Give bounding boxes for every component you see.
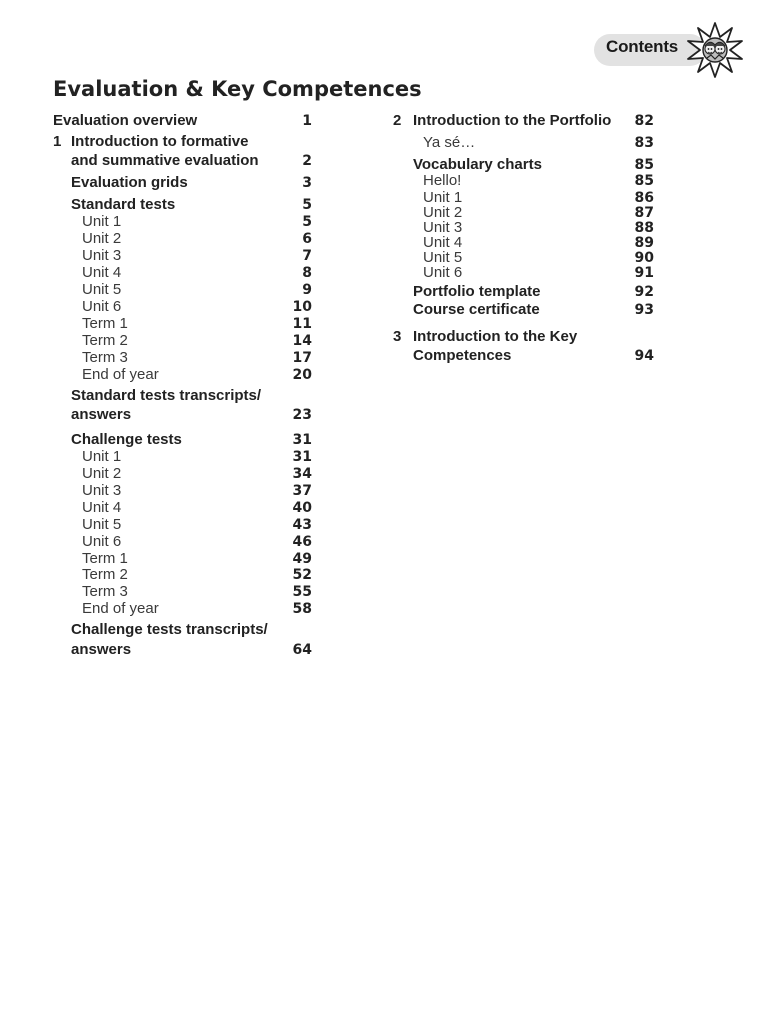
entry-label: Hello!	[423, 172, 462, 189]
left_column-entry: Evaluation grids 3	[71, 174, 312, 191]
left_column-entry: Challenge tests 31	[71, 431, 312, 448]
entry-label: Introduction to the Key	[413, 328, 578, 345]
entry-label: and summative evaluation	[71, 152, 259, 169]
left_column-entry: Unit 6 46	[82, 533, 312, 550]
right_column-entry: Portfolio template 92	[413, 283, 654, 300]
left_column-entry: Term 2 14	[82, 332, 312, 349]
entry-label: Course certificate	[413, 301, 540, 318]
right_column-entry: Hello! 85	[423, 172, 654, 189]
right_column-entry: Competences 94	[413, 347, 654, 364]
entry-label: Unit 4	[82, 264, 122, 281]
right_column-entry: 2 Introduction to the Portfolio 82	[393, 112, 654, 129]
entry-label: Evaluation overview	[53, 112, 198, 129]
entry-label: Introduction to formative	[71, 133, 249, 150]
right_column-entry: Course certificate 93	[413, 301, 654, 318]
entry-label: Unit 3	[82, 482, 122, 499]
entry-label: Challenge tests transcripts/	[71, 621, 268, 638]
section-number: 1	[53, 133, 62, 150]
right_column-entry	[393, 327, 578, 346]
left_column-entry: Unit 5 9	[82, 281, 312, 298]
left_column-entry	[71, 386, 261, 405]
left_column-entry: Unit 4 40	[82, 499, 312, 516]
left_column-entry: answers 23	[71, 406, 312, 423]
left_column-entry: Evaluation overview 1	[53, 112, 312, 129]
entry-label: Unit 1	[82, 213, 122, 230]
left_column-entry: Unit 1 31	[82, 448, 312, 465]
entry-label: Term 2	[82, 332, 128, 349]
entry-label: Introduction to the Portfolio	[413, 112, 612, 129]
entry-label: Unit 3	[82, 247, 122, 264]
right_column-entry: Unit 4 89	[423, 234, 654, 251]
left_column-entry: Unit 3 37	[82, 482, 312, 499]
left_column-entry: Term 1 11	[82, 315, 312, 332]
entry-label: Standard tests	[71, 196, 176, 213]
left_column-entry: Unit 2 34	[82, 465, 312, 482]
left_column-entry: Unit 5 43	[82, 516, 312, 533]
entry-label: Unit 4	[423, 234, 463, 251]
left_column-entry: Term 2 52	[82, 566, 312, 583]
left_column-entry: and summative evaluation 2	[71, 152, 312, 169]
left_column-entry: answers 64	[71, 641, 312, 658]
entry-label: Term 1	[82, 550, 128, 567]
entry-label: Ya sé…	[423, 134, 476, 151]
entry-label: answers	[71, 406, 132, 423]
section-number: 2	[393, 112, 402, 129]
left_column-entry: Unit 2 6	[82, 230, 312, 247]
entry-label: Unit 5	[82, 281, 122, 298]
right_column-entry: Unit 1 86	[423, 189, 654, 206]
entry-label: Term 3	[82, 583, 128, 600]
entry-label: Unit 2	[82, 465, 122, 482]
entry-label: Term 2	[82, 566, 128, 583]
entry-label: End of year	[82, 600, 159, 617]
entry-label: Vocabulary charts	[413, 156, 542, 173]
entry-label: End of year	[82, 366, 159, 383]
left_column-entry: End of year 58	[82, 600, 312, 617]
right_column-entry: Unit 6 91	[423, 264, 654, 281]
sun-kids-icon	[687, 22, 743, 78]
entry-label: answers	[71, 641, 132, 658]
entry-label: Term 3	[82, 349, 128, 366]
entry-label: Portfolio template	[413, 283, 541, 300]
left_column-entry: End of year 20	[82, 366, 312, 383]
entry-label: Unit 5	[82, 516, 122, 533]
left_column-entry: Unit 4 8	[82, 264, 312, 281]
right_column-entry: Vocabulary charts 85	[413, 156, 654, 173]
left_column-entry	[71, 620, 268, 639]
left_column-entry: Term 3 17	[82, 349, 312, 366]
entry-label: Challenge tests	[71, 431, 182, 448]
entry-label: Evaluation grids	[71, 174, 188, 191]
entry-label: Unit 2	[82, 230, 122, 247]
right_column-entry: Unit 3 88	[423, 219, 654, 236]
entry-label: Unit 5	[423, 249, 463, 266]
left_column-entry	[53, 132, 249, 151]
right_column-entry: Ya sé… 83	[423, 134, 654, 151]
entry-label: Standard tests transcripts/	[71, 387, 262, 404]
entry-label: Unit 6	[82, 533, 122, 550]
entry-label: Competences	[413, 347, 512, 364]
right_column-entry: Unit 5 90	[423, 249, 654, 266]
entry-label: Unit 2	[423, 204, 463, 221]
entry-label: Unit 1	[423, 189, 463, 206]
entry-label: Unit 6	[82, 298, 122, 315]
left_column-entry: Unit 6 10	[82, 298, 312, 315]
entry-label: Term 1	[82, 315, 128, 332]
entry-label: Unit 3	[423, 219, 463, 236]
section-number: 3	[393, 328, 402, 345]
left_column-entry: Term 3 55	[82, 583, 312, 600]
left_column-entry: Term 1 49	[82, 550, 312, 567]
left_column-entry: Unit 1 5	[82, 213, 312, 230]
entry-label: Unit 1	[82, 448, 122, 465]
right_column-entry: Unit 2 87	[423, 204, 654, 221]
entry-label: Unit 4	[82, 499, 122, 516]
left_column-entry: Unit 3 7	[82, 247, 312, 264]
page-title: Evaluation & Key Competences	[53, 77, 422, 101]
left_column-entry: Standard tests 5	[71, 196, 312, 213]
entry-label: Unit 6	[423, 264, 463, 281]
contents-tab-label: Contents	[606, 37, 679, 56]
